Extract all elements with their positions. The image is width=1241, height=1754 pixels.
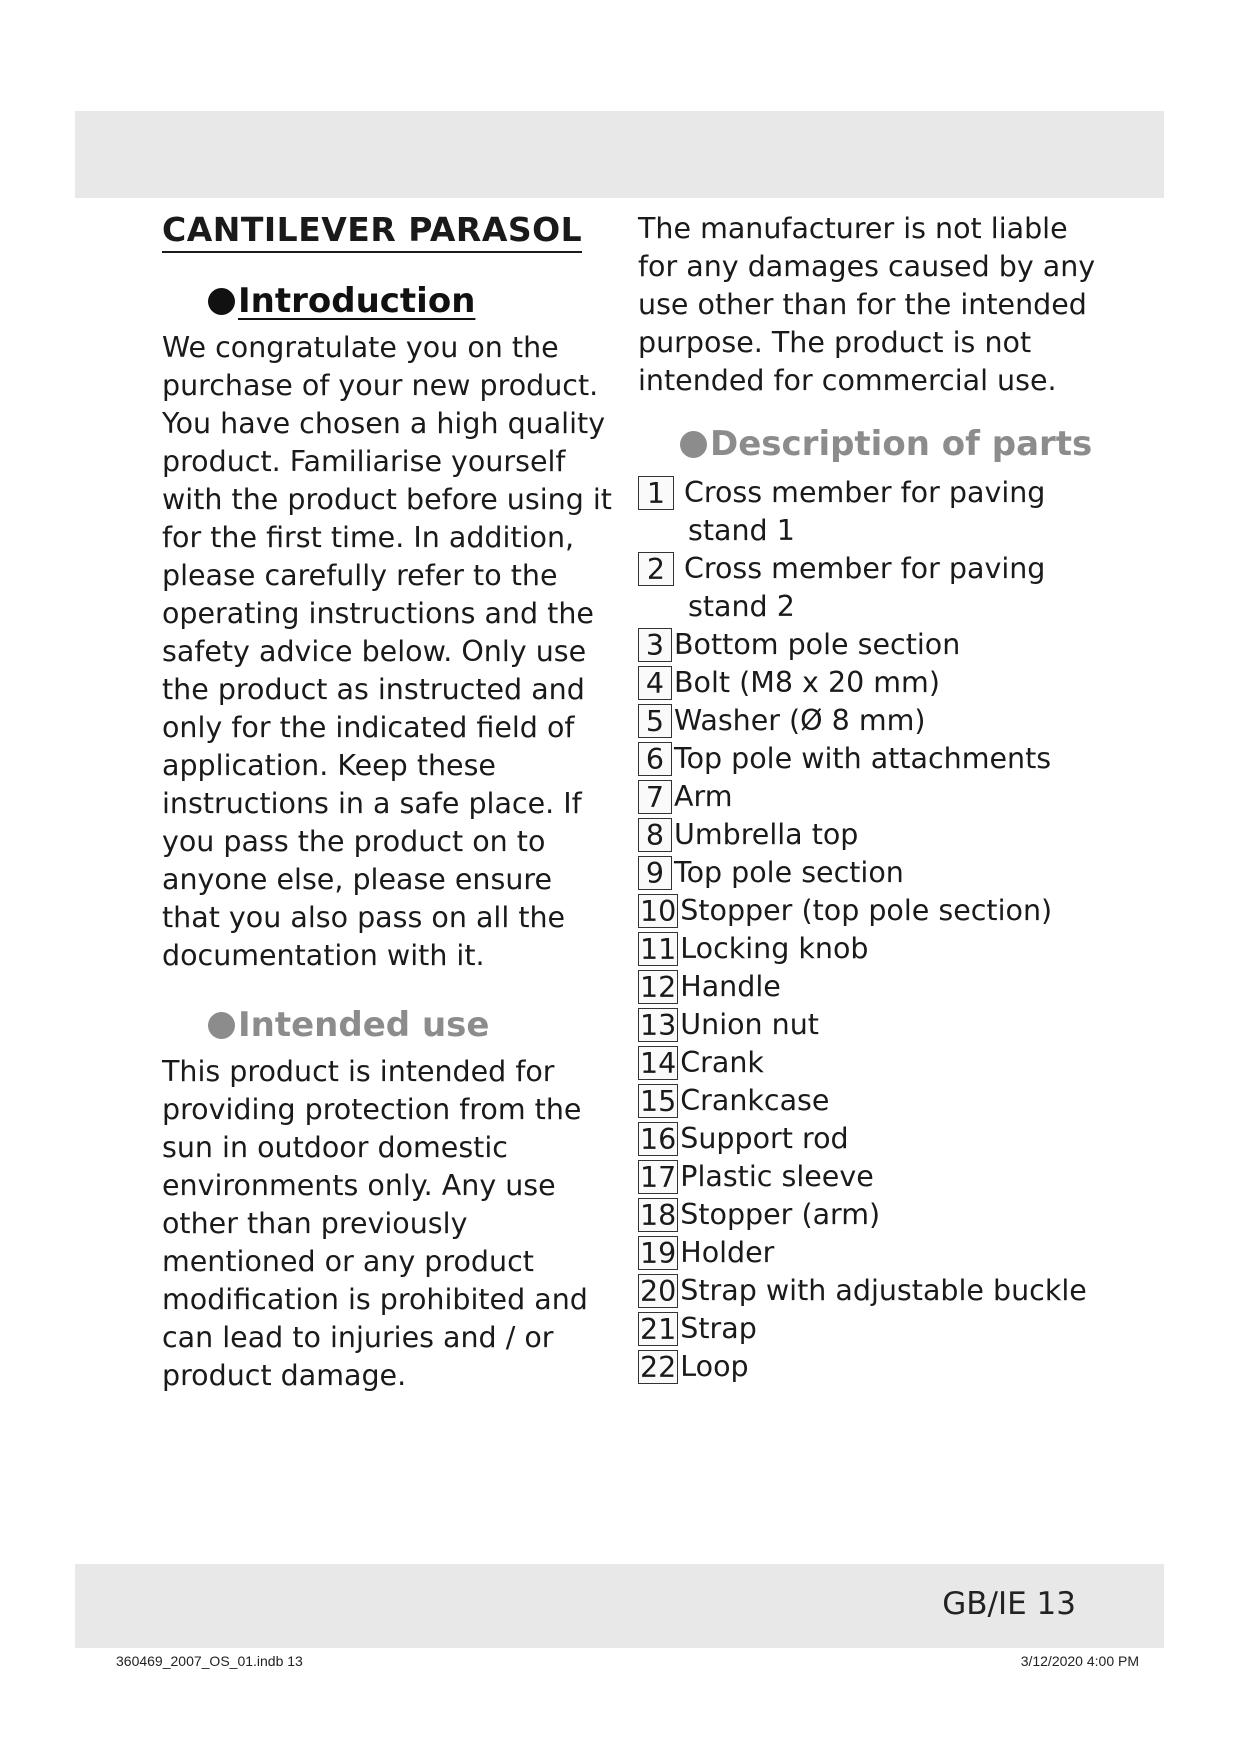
part-number: 14: [640, 1047, 677, 1080]
part-label: Cross member for paving stand 1: [684, 476, 1046, 547]
part-number: 2: [638, 552, 674, 586]
left-column: [162, 210, 612, 1395]
list-item: [638, 1348, 1098, 1386]
header-band: [75, 111, 1164, 198]
bullet-dot-icon: [208, 1012, 235, 1039]
part-label: Top pole with attachments: [674, 742, 1052, 775]
part-number: 12: [640, 971, 677, 1004]
list-item: [638, 930, 1098, 968]
part-label: Crankcase: [680, 1084, 830, 1117]
introduction-heading: [162, 279, 612, 323]
part-number: 1: [638, 476, 674, 510]
part-label: Stopper (arm): [680, 1198, 881, 1231]
list-item: [638, 968, 1098, 1006]
introduction-text: We congratulate you on the purchase of your new product. You have chosen a high quality product. Familiarise yourself with the product before using it for the first time. In addition, please carefully refer to the operating instructions and the safety advice below. Only use the product as instructed and only for the indicated field of application. Keep these instructions in a safe place. If you pass the product on to anyone else, please ensure that you also pass on all the documentation with it.: [162, 331, 612, 972]
page-number: GB/IE 13: [942, 1586, 1076, 1622]
part-label: Support rod: [680, 1122, 849, 1155]
part-label: Union nut: [680, 1008, 819, 1041]
list-item: [638, 778, 1098, 816]
intended-use-heading: [162, 1003, 612, 1047]
parts-heading-text: Description of parts: [710, 424, 1093, 464]
part-number: 15: [640, 1085, 677, 1118]
list-item: [638, 550, 1098, 626]
part-number: 21: [640, 1313, 677, 1346]
footer-band: [75, 1564, 1164, 1648]
parts-list: [638, 474, 1098, 1386]
part-number: 17: [640, 1161, 677, 1194]
introduction-heading-text: Introduction: [238, 281, 476, 321]
parts-heading: [638, 422, 1098, 466]
intended-use-text: This product is intended for providing protection from the sun in outdoor domestic environments only. Any use other than previously mentioned or any product modification is prohibited and can lead to injuries and / or product damage.: [162, 1055, 588, 1392]
part-label: Handle: [680, 970, 781, 1003]
list-item: [638, 1082, 1098, 1120]
part-number: 20: [640, 1275, 677, 1308]
part-label: Arm: [674, 780, 733, 813]
part-number: 7: [638, 780, 672, 814]
list-item: [638, 1120, 1098, 1158]
list-item: [638, 702, 1098, 740]
part-label: Locking knob: [680, 932, 869, 965]
print-file-info: 360469_2007_OS_01.indb 13: [116, 1653, 303, 1669]
part-label: Holder: [680, 1236, 775, 1269]
part-number: 6: [638, 742, 672, 776]
part-label: Stopper (top pole section): [680, 894, 1053, 927]
right-column: [638, 210, 1098, 1386]
list-item: [638, 1234, 1098, 1272]
part-number: 22: [640, 1351, 677, 1384]
part-label: Umbrella top: [674, 818, 859, 851]
part-label: Bolt (M8 x 20 mm): [674, 666, 940, 699]
list-item: [638, 626, 1098, 664]
part-label: Strap with adjustable buckle: [680, 1274, 1087, 1307]
list-item: [638, 1272, 1098, 1310]
part-number: 9: [638, 856, 672, 890]
part-number: 3: [638, 628, 672, 662]
list-item: [638, 854, 1098, 892]
list-item: [638, 1310, 1098, 1348]
part-number: 4: [638, 666, 672, 700]
list-item: [638, 816, 1098, 854]
list-item: [638, 740, 1098, 778]
part-label: Bottom pole section: [674, 628, 961, 661]
part-number: 11: [640, 933, 677, 966]
bullet-dot-icon: [680, 431, 707, 458]
document-title: CANTILEVER PARASOL: [162, 210, 582, 253]
intended-use-continued: The manufacturer is not liable for any damages caused by any use other than for the intended purpose. The product is not intended for commercial use.: [638, 212, 1096, 397]
part-label: Crank: [680, 1046, 764, 1079]
list-item: [638, 1196, 1098, 1234]
list-item: [638, 1044, 1098, 1082]
part-number: 16: [640, 1123, 677, 1156]
list-item: [638, 474, 1098, 550]
part-number: 5: [638, 704, 672, 738]
bullet-dot-icon: [208, 288, 235, 315]
part-label: Plastic sleeve: [680, 1160, 874, 1193]
list-item: [638, 1158, 1098, 1196]
part-label: Loop: [680, 1350, 749, 1383]
part-number: 8: [638, 818, 672, 852]
list-item: [638, 1006, 1098, 1044]
part-label: Washer (Ø 8 mm): [674, 704, 926, 737]
part-number: 13: [640, 1009, 677, 1042]
part-number: 19: [640, 1237, 677, 1270]
part-label: Strap: [680, 1312, 757, 1345]
intended-use-heading-text: Intended use: [238, 1005, 490, 1045]
list-item: [638, 664, 1098, 702]
list-item: [638, 892, 1098, 930]
part-number: 18: [640, 1199, 677, 1232]
print-timestamp: 3/12/2020 4:00 PM: [1020, 1653, 1139, 1669]
part-label: Cross member for paving stand 2: [684, 552, 1046, 623]
part-label: Top pole section: [674, 856, 904, 889]
part-number: 10: [640, 895, 677, 928]
